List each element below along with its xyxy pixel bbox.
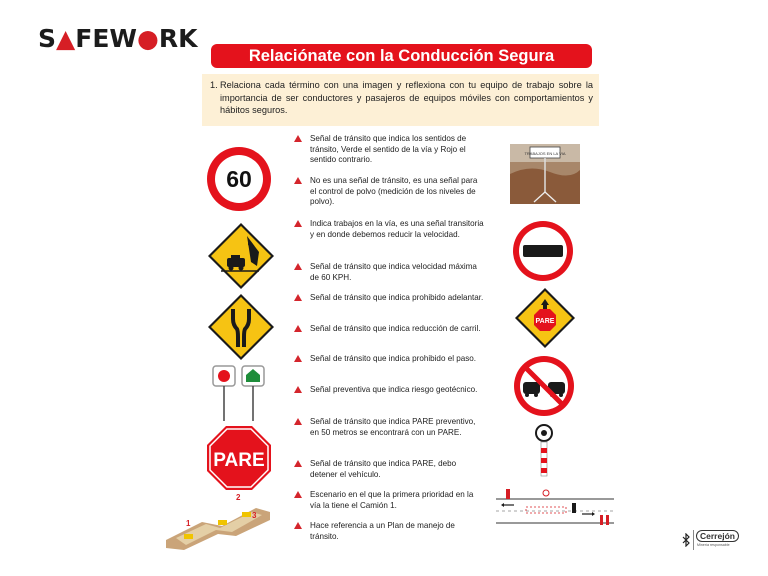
list-item: Señal de tránsito que indica reducción de carril.: [294, 324, 484, 335]
list-item: Escenario en el que la primera prioridad en la vía la tiene el Camión 1.: [294, 490, 484, 511]
list-item: Señal de tránsito que indica los sentidos de tránsito, Verde el sentido de la vía y Rojo el sentido contrario.: [294, 134, 484, 166]
no-overtaking-sign-icon: [512, 354, 576, 418]
logo-triangle-icon: ▲: [56, 24, 76, 53]
list-item: Señal de tránsito que indica prohibido el paso.: [294, 354, 484, 365]
scenario-number: 2: [236, 493, 241, 502]
warning-bullet-icon: [294, 294, 302, 301]
logo-o-icon: ●: [136, 24, 159, 53]
warning-bullet-icon: [294, 220, 302, 227]
road-works-photo: [510, 144, 580, 204]
instruction-box: [202, 74, 599, 126]
list-item: Señal de tránsito que indica velocidad máxima de 60 KPH.: [294, 262, 484, 283]
bluetooth-icon: [680, 533, 692, 547]
no-entry-sign-icon: [511, 219, 575, 283]
direction-lights-sign-icon: [211, 364, 267, 422]
warning-bullet-icon: [294, 386, 302, 393]
list-item: Señal de tránsito que indica PARE preventivo, en 50 metros se encontrará con un PARE.: [294, 417, 484, 438]
list-item: Señal de tránsito que indica PARE, debo detener el vehículo.: [294, 459, 484, 480]
warning-bullet-icon: [294, 418, 302, 425]
warning-bullet-icon: [294, 491, 302, 498]
list-item: No es una señal de tránsito, es una señal para el control de polvo (medición de los niveles de polvo).: [294, 176, 484, 208]
priority-scenario-illustration: [162, 490, 274, 552]
warning-bullet-icon: [294, 325, 302, 332]
speed-limit-sign-icon: [205, 145, 273, 213]
lane-reduction-sign-icon: [207, 293, 275, 361]
stop-sign-text: PARE: [213, 450, 265, 471]
geotechnical-risk-sign-icon: [207, 222, 275, 290]
scenario-number: 1: [186, 519, 191, 528]
dust-monitor-post-icon: [532, 424, 556, 478]
list-item: Hace referencia a un Plan de manejo de tránsito.: [294, 521, 484, 542]
list-item: Indica trabajos en la vía, es una señal transitoria y en donde debemos reducir la velocidad.: [294, 219, 484, 240]
footer-tagline: Minería responsable: [697, 543, 730, 547]
safework-logo: S▲FEW●RK: [38, 24, 198, 53]
work-sign-text: TRABAJOS EN LA VIA: [524, 151, 566, 156]
cerrejon-logo: Cerrejón: [696, 530, 739, 542]
list-item: Señal preventiva que indica riesgo geotécnico.: [294, 385, 484, 396]
list-item: Señal de tránsito que indica prohibido adelantar.: [294, 293, 484, 304]
stop-sign-icon: [205, 425, 273, 491]
scenario-number: 3: [252, 511, 257, 520]
page-title: Relaciónate con la Conducción Segura: [211, 44, 592, 68]
stop-ahead-text: PARE: [535, 318, 555, 325]
warning-bullet-icon: [294, 177, 302, 184]
stop-ahead-sign-icon: [514, 287, 576, 349]
warning-bullet-icon: [294, 460, 302, 467]
warning-bullet-icon: [294, 522, 302, 529]
instruction-number: 1.: [210, 80, 218, 90]
traffic-plan-diagram: [494, 485, 616, 535]
speed-limit-value: 60: [226, 166, 252, 192]
instruction-text: Relaciona cada término con una imagen y reflexiona con tu equipo de trabajo sobre la importancia de ser conductores y pasajeros de equipos móviles con comportamientos y hábitos seguros.: [220, 80, 593, 116]
warning-bullet-icon: [294, 135, 302, 142]
warning-bullet-icon: [294, 355, 302, 362]
warning-bullet-icon: [294, 263, 302, 270]
